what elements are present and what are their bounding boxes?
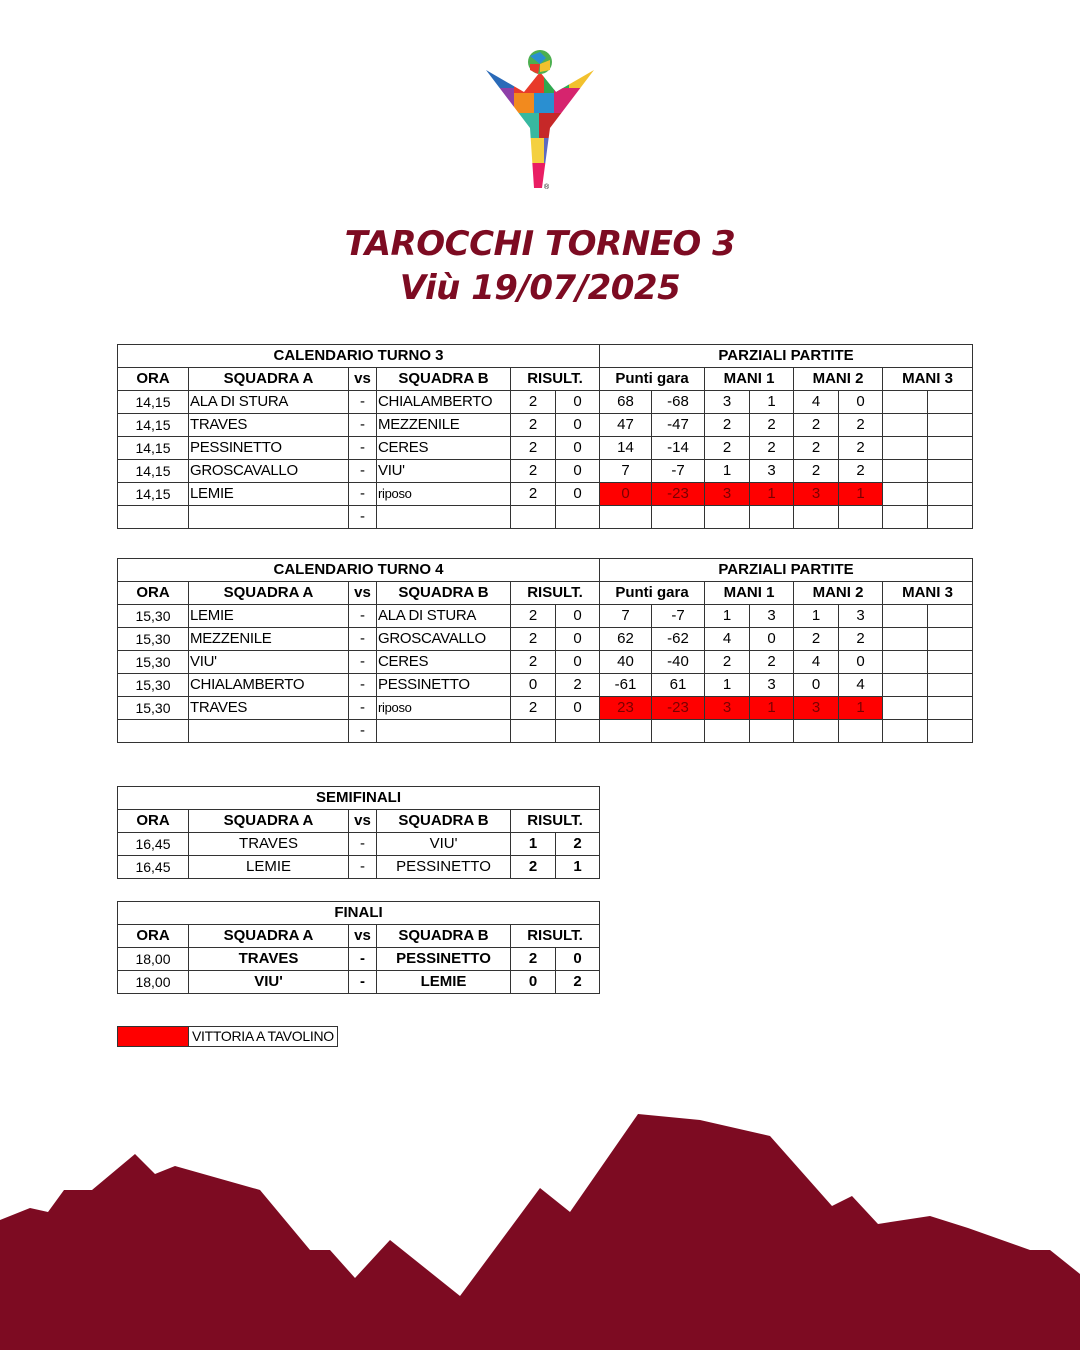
cell-punti-b: -14 bbox=[652, 437, 705, 460]
cell-punti-b: -7 bbox=[652, 605, 705, 628]
cell-risult-b: 0 bbox=[556, 948, 600, 971]
col-squadra-b: SQUADRA B bbox=[377, 582, 511, 605]
cell-squadra-b: PESSINETTO bbox=[377, 856, 511, 879]
cell-empty bbox=[794, 720, 839, 743]
cell-ora: 16,45 bbox=[118, 856, 189, 879]
cell-empty bbox=[600, 506, 652, 529]
cell-mani3-a bbox=[883, 674, 928, 697]
cell-mani3-b bbox=[928, 697, 973, 720]
cell-punti-a: 0 bbox=[600, 483, 652, 506]
cell-risult-b: 0 bbox=[556, 437, 600, 460]
cell-mani1-b: 0 bbox=[750, 628, 794, 651]
cell-mani1-a: 2 bbox=[705, 437, 750, 460]
col-risult: RISULT. bbox=[511, 582, 600, 605]
cell-vs: - bbox=[349, 971, 377, 994]
cell-mani1-a: 3 bbox=[705, 483, 750, 506]
col-vs: vs bbox=[349, 925, 377, 948]
cell-empty bbox=[511, 506, 556, 529]
cell-squadra-a: VIU' bbox=[189, 971, 349, 994]
cell-mani2-a: 0 bbox=[794, 674, 839, 697]
table-row bbox=[118, 948, 600, 971]
cell-mani3-b bbox=[928, 437, 973, 460]
logo-puzzle-figure-icon bbox=[484, 48, 596, 194]
cell-ora: 14,15 bbox=[118, 460, 189, 483]
col-ora: ORA bbox=[118, 582, 189, 605]
cell-squadra-b: GROSCAVALLO bbox=[377, 628, 511, 651]
cell-mani1-b: 2 bbox=[750, 414, 794, 437]
cell-empty bbox=[556, 506, 600, 529]
table-row bbox=[118, 651, 973, 674]
cell-squadra-a: LEMIE bbox=[189, 605, 349, 628]
col-risult: RISULT. bbox=[511, 368, 600, 391]
cell-squadra-a: VIU' bbox=[189, 651, 349, 674]
cell-ora: 15,30 bbox=[118, 605, 189, 628]
cell-punti-a: 7 bbox=[600, 460, 652, 483]
turno4-parziali-caption: PARZIALI PARTITE bbox=[600, 559, 973, 582]
turno3-caption: CALENDARIO TURNO 3 bbox=[118, 345, 600, 368]
cell-squadra-a: GROSCAVALLO bbox=[189, 460, 349, 483]
cell-vs: - bbox=[349, 651, 377, 674]
cell-vs: - bbox=[349, 856, 377, 879]
cell-vs: - bbox=[349, 833, 377, 856]
cell-mani2-b: 1 bbox=[839, 697, 883, 720]
table-row bbox=[118, 697, 973, 720]
cell-empty bbox=[794, 506, 839, 529]
turno4-caption: CALENDARIO TURNO 4 bbox=[118, 559, 600, 582]
table-row bbox=[118, 856, 600, 879]
cell-ora: 18,00 bbox=[118, 971, 189, 994]
table-row bbox=[118, 833, 600, 856]
cell-mani2-b: 0 bbox=[839, 391, 883, 414]
cell-empty bbox=[883, 506, 928, 529]
cell-mani2-b: 2 bbox=[839, 628, 883, 651]
cell-risult-b: 0 bbox=[556, 605, 600, 628]
cell-empty bbox=[556, 720, 600, 743]
cell-vs: - bbox=[349, 605, 377, 628]
cell-empty bbox=[600, 720, 652, 743]
table-row bbox=[118, 628, 973, 651]
table-row bbox=[118, 414, 973, 437]
cell-risult-b: 2 bbox=[556, 833, 600, 856]
cell-empty bbox=[750, 720, 794, 743]
cell-empty bbox=[652, 720, 705, 743]
cell-mani3-b bbox=[928, 605, 973, 628]
cell-mani3-a bbox=[883, 391, 928, 414]
cell-squadra-a: MEZZENILE bbox=[189, 628, 349, 651]
cell-mani2-a: 3 bbox=[794, 483, 839, 506]
cell-mani1-a: 1 bbox=[705, 674, 750, 697]
col-mani3: MANI 3 bbox=[883, 582, 973, 605]
col-mani1: MANI 1 bbox=[705, 582, 794, 605]
cell-squadra-a: TRAVES bbox=[189, 833, 349, 856]
cell-mani3-a bbox=[883, 414, 928, 437]
cell-mani2-b: 2 bbox=[839, 414, 883, 437]
cell-mani1-b: 3 bbox=[750, 674, 794, 697]
cell-risult-b: 0 bbox=[556, 628, 600, 651]
cell-risult-a: 1 bbox=[511, 833, 556, 856]
cell-squadra-b: LEMIE bbox=[377, 971, 511, 994]
cell-mani2-a: 2 bbox=[794, 414, 839, 437]
cell-empty bbox=[750, 506, 794, 529]
col-ora: ORA bbox=[118, 925, 189, 948]
cell-squadra-a: PESSINETTO bbox=[189, 437, 349, 460]
cell-vs: - bbox=[349, 697, 377, 720]
cell-risult-b: 0 bbox=[556, 651, 600, 674]
cell-squadra-b: PESSINETTO bbox=[377, 674, 511, 697]
cell-mani3-b bbox=[928, 651, 973, 674]
cell-punti-a: 23 bbox=[600, 697, 652, 720]
col-mani3: MANI 3 bbox=[883, 368, 973, 391]
cell-risult-b: 0 bbox=[556, 697, 600, 720]
cell-mani3-a bbox=[883, 605, 928, 628]
table-row bbox=[118, 506, 973, 529]
cell-vs: - bbox=[349, 628, 377, 651]
cell-mani1-a: 4 bbox=[705, 628, 750, 651]
cell-squadra-b: CERES bbox=[377, 651, 511, 674]
col-squadra-a: SQUADRA A bbox=[189, 582, 349, 605]
cell-ora: 14,15 bbox=[118, 437, 189, 460]
cell-mani1-b: 1 bbox=[750, 697, 794, 720]
cell-mani3-a bbox=[883, 697, 928, 720]
cell-squadra-b: riposo bbox=[377, 697, 511, 720]
cell-risult-b: 0 bbox=[556, 460, 600, 483]
cell-mani2-a: 3 bbox=[794, 697, 839, 720]
cell-punti-b: -7 bbox=[652, 460, 705, 483]
col-ora: ORA bbox=[118, 368, 189, 391]
cell-punti-b: 61 bbox=[652, 674, 705, 697]
cell-squadra-a bbox=[189, 506, 349, 529]
cell-squadra-a: ALA DI STURA bbox=[189, 391, 349, 414]
cell-vs: - bbox=[349, 674, 377, 697]
cell-ora bbox=[118, 506, 189, 529]
cell-mani1-b: 1 bbox=[750, 391, 794, 414]
cell-mani2-a: 2 bbox=[794, 437, 839, 460]
page-subtitle: Viù 19/07/2025 bbox=[399, 268, 681, 308]
cell-risult-b: 0 bbox=[556, 391, 600, 414]
cell-risult-a: 0 bbox=[511, 674, 556, 697]
cell-empty bbox=[839, 506, 883, 529]
cell-squadra-b: riposo bbox=[377, 483, 511, 506]
cell-mani1-a: 2 bbox=[705, 651, 750, 674]
col-squadra-b: SQUADRA B bbox=[377, 368, 511, 391]
semifinali-caption: SEMIFINALI bbox=[118, 787, 600, 810]
col-punti-gara: Punti gara bbox=[600, 582, 705, 605]
cell-empty bbox=[511, 720, 556, 743]
col-mani2: MANI 2 bbox=[794, 368, 883, 391]
cell-ora: 14,15 bbox=[118, 483, 189, 506]
col-squadra-a: SQUADRA A bbox=[189, 368, 349, 391]
cell-empty bbox=[705, 506, 750, 529]
col-risult: RISULT. bbox=[511, 810, 600, 833]
cell-ora: 14,15 bbox=[118, 391, 189, 414]
cell-empty bbox=[883, 720, 928, 743]
cell-squadra-a: LEMIE bbox=[189, 856, 349, 879]
cell-mani3-b bbox=[928, 628, 973, 651]
cell-risult-b: 2 bbox=[556, 674, 600, 697]
cell-mani3-a bbox=[883, 628, 928, 651]
cell-ora: 15,30 bbox=[118, 674, 189, 697]
cell-punti-b: -62 bbox=[652, 628, 705, 651]
col-punti-gara: Punti gara bbox=[600, 368, 705, 391]
cell-ora: 16,45 bbox=[118, 833, 189, 856]
cell-mani2-a: 4 bbox=[794, 651, 839, 674]
cell-punti-a: 47 bbox=[600, 414, 652, 437]
cell-risult-a: 2 bbox=[511, 460, 556, 483]
finali-table bbox=[117, 901, 600, 994]
cell-mani2-b: 0 bbox=[839, 651, 883, 674]
table-row bbox=[118, 971, 600, 994]
cell-ora: 15,30 bbox=[118, 697, 189, 720]
cell-mani2-b: 2 bbox=[839, 460, 883, 483]
col-squadra-b: SQUADRA B bbox=[377, 925, 511, 948]
cell-risult-a: 2 bbox=[511, 483, 556, 506]
cell-empty bbox=[928, 506, 973, 529]
cell-vs: - bbox=[349, 437, 377, 460]
cell-squadra-b: CERES bbox=[377, 437, 511, 460]
cell-punti-a: 14 bbox=[600, 437, 652, 460]
cell-empty bbox=[928, 720, 973, 743]
cell-risult-a: 0 bbox=[511, 971, 556, 994]
cell-risult-b: 0 bbox=[556, 483, 600, 506]
cell-mani1-a: 1 bbox=[705, 605, 750, 628]
cell-risult-a: 2 bbox=[511, 697, 556, 720]
cell-vs: - bbox=[349, 414, 377, 437]
cell-empty bbox=[652, 506, 705, 529]
cell-punti-b: -23 bbox=[652, 697, 705, 720]
table-row bbox=[118, 483, 973, 506]
cell-vs: - bbox=[349, 506, 377, 529]
col-ora: ORA bbox=[118, 810, 189, 833]
cell-mani2-b: 4 bbox=[839, 674, 883, 697]
cell-risult-a: 2 bbox=[511, 605, 556, 628]
table-row bbox=[118, 391, 973, 414]
legend-label: VITTORIA A TAVOLINO bbox=[189, 1026, 338, 1047]
cell-ora bbox=[118, 720, 189, 743]
col-vs: vs bbox=[349, 810, 377, 833]
turno3-table bbox=[117, 344, 973, 529]
mountains-silhouette bbox=[0, 1100, 1080, 1350]
cell-squadra-b: CHIALAMBERTO bbox=[377, 391, 511, 414]
cell-mani3-a bbox=[883, 651, 928, 674]
col-mani1: MANI 1 bbox=[705, 368, 794, 391]
cell-risult-a: 2 bbox=[511, 437, 556, 460]
cell-squadra-a: TRAVES bbox=[189, 697, 349, 720]
cell-punti-a: 7 bbox=[600, 605, 652, 628]
cell-squadra-a bbox=[189, 720, 349, 743]
svg-text:®: ® bbox=[544, 184, 550, 191]
cell-mani1-b: 3 bbox=[750, 460, 794, 483]
cell-punti-a: 62 bbox=[600, 628, 652, 651]
cell-punti-b: -68 bbox=[652, 391, 705, 414]
cell-squadra-a: CHIALAMBERTO bbox=[189, 674, 349, 697]
cell-risult-a: 2 bbox=[511, 948, 556, 971]
cell-mani2-b: 2 bbox=[839, 437, 883, 460]
cell-risult-a: 2 bbox=[511, 414, 556, 437]
cell-mani3-a bbox=[883, 437, 928, 460]
cell-mani3-b bbox=[928, 460, 973, 483]
cell-vs: - bbox=[349, 720, 377, 743]
cell-mani3-b bbox=[928, 483, 973, 506]
cell-vs: - bbox=[349, 460, 377, 483]
cell-mani2-a: 2 bbox=[794, 628, 839, 651]
semifinali-table bbox=[117, 786, 600, 879]
cell-risult-b: 2 bbox=[556, 971, 600, 994]
cell-vs: - bbox=[349, 391, 377, 414]
cell-risult-a: 2 bbox=[511, 856, 556, 879]
cell-squadra-b: PESSINETTO bbox=[377, 948, 511, 971]
cell-empty bbox=[705, 720, 750, 743]
cell-squadra-a: TRAVES bbox=[189, 414, 349, 437]
table-row bbox=[118, 674, 973, 697]
cell-mani1-a: 1 bbox=[705, 460, 750, 483]
cell-punti-a: 40 bbox=[600, 651, 652, 674]
cell-empty bbox=[839, 720, 883, 743]
cell-mani1-a: 2 bbox=[705, 414, 750, 437]
cell-squadra-b: VIU' bbox=[377, 833, 511, 856]
legend-swatch bbox=[117, 1026, 189, 1047]
cell-punti-a: -61 bbox=[600, 674, 652, 697]
cell-risult-a: 2 bbox=[511, 628, 556, 651]
cell-mani3-b bbox=[928, 674, 973, 697]
table-row bbox=[118, 605, 973, 628]
cell-mani2-a: 2 bbox=[794, 460, 839, 483]
table-row bbox=[118, 460, 973, 483]
turno3-parziali-caption: PARZIALI PARTITE bbox=[600, 345, 973, 368]
turno4-table bbox=[117, 558, 973, 743]
cell-squadra-a: LEMIE bbox=[189, 483, 349, 506]
col-vs: vs bbox=[349, 582, 377, 605]
cell-punti-b: -47 bbox=[652, 414, 705, 437]
page-title: TAROCCHI TORNEO 3 bbox=[344, 224, 736, 264]
cell-mani3-b bbox=[928, 414, 973, 437]
cell-squadra-b bbox=[377, 720, 511, 743]
col-squadra-a: SQUADRA A bbox=[189, 810, 349, 833]
cell-ora: 15,30 bbox=[118, 651, 189, 674]
col-squadra-a: SQUADRA A bbox=[189, 925, 349, 948]
cell-vs: - bbox=[349, 948, 377, 971]
cell-ora: 18,00 bbox=[118, 948, 189, 971]
cell-punti-a: 68 bbox=[600, 391, 652, 414]
cell-ora: 14,15 bbox=[118, 414, 189, 437]
cell-vs: - bbox=[349, 483, 377, 506]
cell-mani1-a: 3 bbox=[705, 391, 750, 414]
cell-risult-a: 2 bbox=[511, 651, 556, 674]
finali-caption: FINALI bbox=[118, 902, 600, 925]
cell-squadra-b: ALA DI STURA bbox=[377, 605, 511, 628]
cell-squadra-b bbox=[377, 506, 511, 529]
col-risult: RISULT. bbox=[511, 925, 600, 948]
table-row bbox=[118, 720, 973, 743]
col-vs: vs bbox=[349, 368, 377, 391]
cell-mani1-b: 1 bbox=[750, 483, 794, 506]
cell-mani3-a bbox=[883, 460, 928, 483]
cell-mani1-b: 2 bbox=[750, 437, 794, 460]
cell-risult-b: 1 bbox=[556, 856, 600, 879]
cell-mani2-b: 3 bbox=[839, 605, 883, 628]
cell-mani2-a: 1 bbox=[794, 605, 839, 628]
cell-mani2-a: 4 bbox=[794, 391, 839, 414]
col-squadra-b: SQUADRA B bbox=[377, 810, 511, 833]
cell-squadra-b: VIU' bbox=[377, 460, 511, 483]
cell-risult-a: 2 bbox=[511, 391, 556, 414]
col-mani2: MANI 2 bbox=[794, 582, 883, 605]
cell-mani2-b: 1 bbox=[839, 483, 883, 506]
cell-mani1-a: 3 bbox=[705, 697, 750, 720]
cell-mani3-a bbox=[883, 483, 928, 506]
legend bbox=[117, 1026, 338, 1047]
cell-risult-b: 0 bbox=[556, 414, 600, 437]
cell-squadra-a: TRAVES bbox=[189, 948, 349, 971]
cell-mani1-b: 2 bbox=[750, 651, 794, 674]
cell-punti-b: -40 bbox=[652, 651, 705, 674]
cell-mani3-b bbox=[928, 391, 973, 414]
cell-punti-b: -23 bbox=[652, 483, 705, 506]
table-row bbox=[118, 437, 973, 460]
cell-ora: 15,30 bbox=[118, 628, 189, 651]
cell-squadra-b: MEZZENILE bbox=[377, 414, 511, 437]
cell-mani1-b: 3 bbox=[750, 605, 794, 628]
